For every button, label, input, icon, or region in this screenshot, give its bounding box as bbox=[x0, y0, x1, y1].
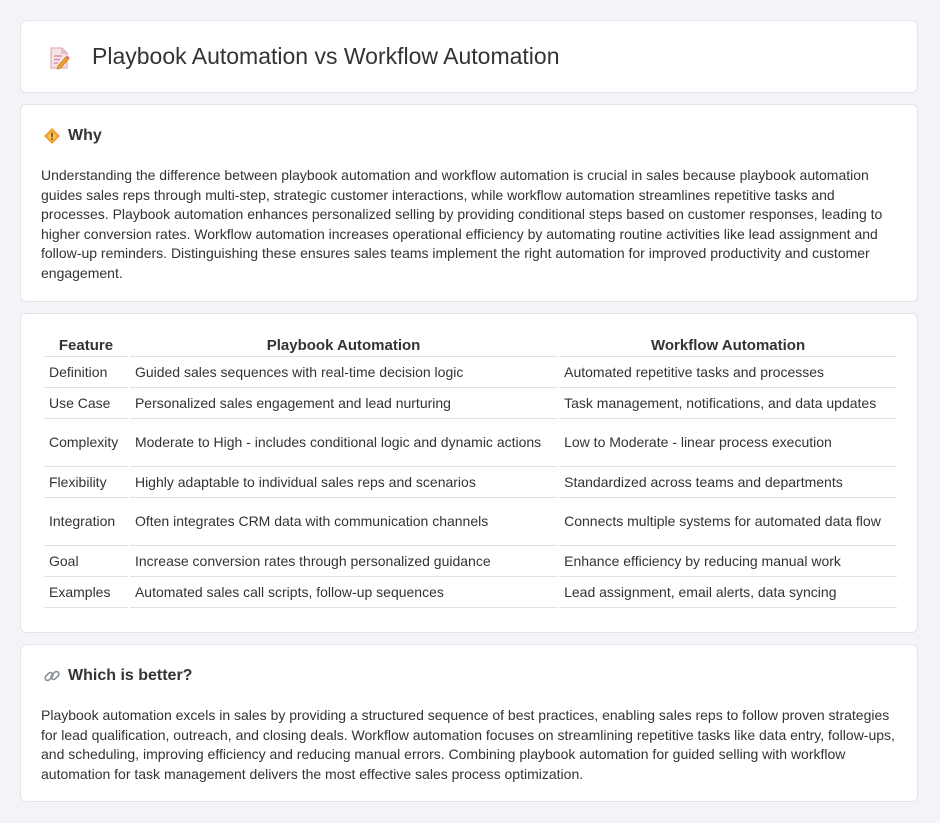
why-text: Understanding the difference between playbook automation and workflow automation is crucial in sales because playbook automation guides sales reps through multi-step, strategic customer interactions, while workflow automation streamlines repetitive tasks and processes. Playbook automation enhances personalized selling by providing conditional steps based on customer responses, leading to higher conversion rates. Workflow automation increases operational efficiency by automating routine activities like lead assignment and follow-up reminders. Distinguishing these ensures sales teams implement the right automation for improved productivity and customer engagement. bbox=[41, 167, 883, 281]
row-workflow: Low to Moderate - linear process execution bbox=[559, 419, 897, 467]
table-header-row bbox=[44, 335, 897, 357]
page-title: Playbook Automation vs Workflow Automation bbox=[92, 43, 560, 69]
diamond-warning-icon bbox=[43, 127, 61, 145]
row-workflow: Enhance efficiency by reducing manual work bbox=[559, 546, 897, 577]
why-heading: Why bbox=[68, 127, 102, 144]
row-feature: Complexity bbox=[44, 419, 128, 467]
row-playbook: Highly adaptable to individual sales reps and scenarios bbox=[130, 467, 557, 498]
comparison-table bbox=[42, 335, 899, 608]
better-header bbox=[43, 667, 192, 685]
header-workflow: Workflow Automation bbox=[559, 335, 897, 357]
table-row bbox=[44, 546, 897, 577]
table-row bbox=[44, 467, 897, 498]
row-workflow: Task management, notifications, and data updates bbox=[559, 388, 897, 419]
row-feature: Definition bbox=[44, 357, 128, 388]
which-better-section bbox=[20, 644, 918, 802]
header-playbook: Playbook Automation bbox=[130, 335, 557, 357]
row-feature: Integration bbox=[44, 498, 128, 546]
link-icon bbox=[43, 667, 61, 685]
why-header bbox=[43, 127, 102, 145]
better-text: Playbook automation excels in sales by providing a structured sequence of best practices, enabling sales reps to follow proven strategies for lead qualification, outreach, and closing deals. Workflow automation focuses on streamlining repetitive tasks like data entry, follow-ups, and scheduling, improving efficiency and reducing manual errors. Combining playbook automation for guided selling with workflow automation for task management delivers the most effective sales process optimization. bbox=[41, 707, 895, 782]
table-row bbox=[44, 498, 897, 546]
row-playbook: Automated sales call scripts, follow-up sequences bbox=[130, 577, 557, 608]
comparison-table-card bbox=[20, 313, 918, 633]
row-feature: Goal bbox=[44, 546, 128, 577]
row-playbook: Increase conversion rates through personalized guidance bbox=[130, 546, 557, 577]
row-playbook: Moderate to High - includes conditional logic and dynamic actions bbox=[130, 419, 557, 467]
row-feature: Flexibility bbox=[44, 467, 128, 498]
document-pencil-icon bbox=[48, 46, 70, 70]
row-feature: Use Case bbox=[44, 388, 128, 419]
row-workflow: Automated repetitive tasks and processes bbox=[559, 357, 897, 388]
row-playbook: Often integrates CRM data with communication channels bbox=[130, 498, 557, 546]
header-feature: Feature bbox=[44, 335, 128, 357]
table-row bbox=[44, 577, 897, 608]
table-row bbox=[44, 419, 897, 467]
row-workflow: Standardized across teams and departments bbox=[559, 467, 897, 498]
row-playbook: Guided sales sequences with real-time decision logic bbox=[130, 357, 557, 388]
why-section bbox=[20, 104, 918, 302]
row-workflow: Lead assignment, email alerts, data syncing bbox=[559, 577, 897, 608]
title-card bbox=[20, 20, 918, 93]
table-row bbox=[44, 388, 897, 419]
row-playbook: Personalized sales engagement and lead nurturing bbox=[130, 388, 557, 419]
row-feature: Examples bbox=[44, 577, 128, 608]
better-heading: Which is better? bbox=[68, 667, 193, 684]
table-row bbox=[44, 357, 897, 388]
row-workflow: Connects multiple systems for automated data flow bbox=[559, 498, 897, 546]
